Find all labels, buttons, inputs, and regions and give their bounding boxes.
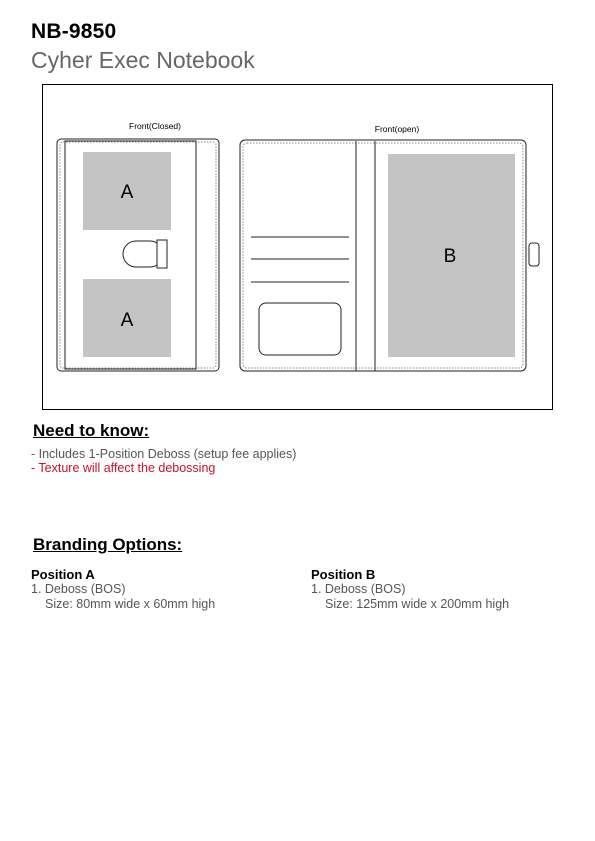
position-b-title: Position B <box>311 567 376 582</box>
position-a-method: 1. Deboss (BOS) <box>31 582 126 596</box>
product-code: NB-9850 <box>31 20 117 43</box>
product-diagram <box>42 84 553 410</box>
position-a-size: Size: 80mm wide x 60mm high <box>45 597 216 611</box>
position-b-size: Size: 125mm wide x 200mm high <box>325 597 510 611</box>
note-deboss: - Includes 1-Position Deboss (setup fee applies) <box>31 447 297 461</box>
area-a-top-label: A <box>120 182 134 203</box>
need-to-know-heading: Need to know: <box>33 421 150 440</box>
area-a-bottom-label: A <box>120 310 134 331</box>
area-b-label: B <box>443 246 457 267</box>
product-name: Cyher Exec Notebook <box>31 47 255 73</box>
open-view-label: Front(open) <box>374 124 420 134</box>
closed-view-label: Front(Closed) <box>129 121 181 131</box>
position-b-method: 1. Deboss (BOS) <box>311 582 406 596</box>
branding-options-heading: Branding Options: <box>33 535 183 554</box>
position-a-title: Position A <box>31 567 95 582</box>
note-texture: - Texture will affect the debossing <box>31 461 216 475</box>
